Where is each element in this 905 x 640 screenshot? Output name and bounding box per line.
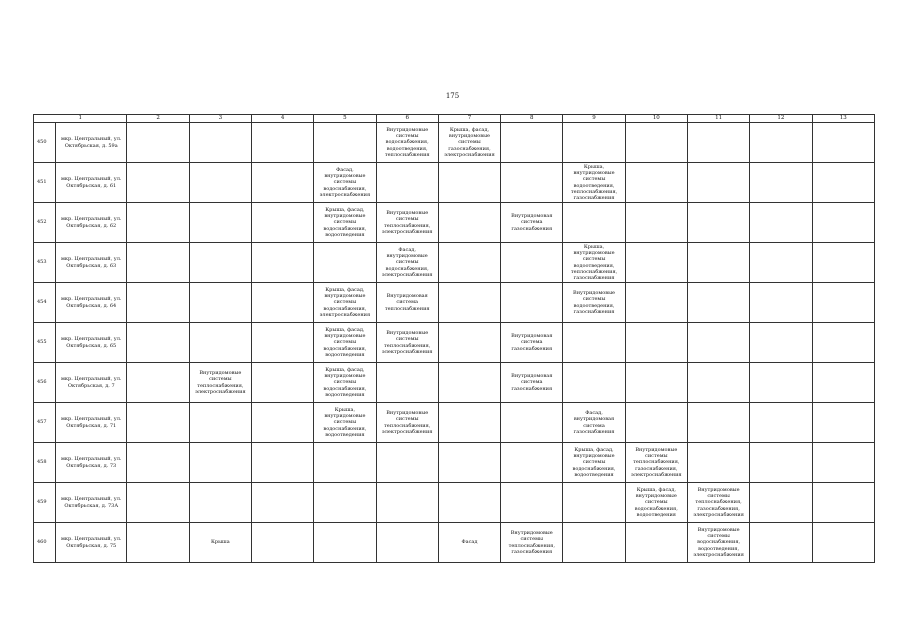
work-cell-col-9 — [563, 123, 625, 163]
row-number: 454 — [34, 283, 56, 323]
row-number: 452 — [34, 203, 56, 243]
row-number: 453 — [34, 243, 56, 283]
work-cell-col-4 — [251, 523, 313, 563]
header-cell: 6 — [376, 115, 438, 123]
work-cell-col-12 — [750, 443, 812, 483]
work-cell-col-8 — [501, 283, 563, 323]
header-cell: 3 — [189, 115, 251, 123]
work-cell-col-12 — [750, 203, 812, 243]
header-cell: 4 — [251, 115, 313, 123]
work-cell-col-10: Крыша, фасад, внутридомовые системы водоснабжения, водоотведения — [625, 483, 687, 523]
work-cell-col-5 — [314, 443, 376, 483]
work-cell-col-4 — [251, 283, 313, 323]
work-cell-col-2 — [127, 243, 189, 283]
work-cell-col-6 — [376, 523, 438, 563]
address-cell: мкр. Центральный, ул. Октябрьская, д. 62 — [56, 203, 127, 243]
work-cell-col-9: Крыша, внутридомовые системы водоотведения, теплоснабжения, газоснабжения — [563, 163, 625, 203]
work-cell-col-7 — [438, 363, 500, 403]
work-cell-col-10 — [625, 243, 687, 283]
header-cell: 10 — [625, 115, 687, 123]
work-cell-col-11 — [687, 323, 749, 363]
work-cell-col-7 — [438, 323, 500, 363]
work-cell-col-13 — [812, 283, 874, 323]
work-cell-col-12 — [750, 243, 812, 283]
work-cell-col-4 — [251, 443, 313, 483]
work-cell-col-3 — [189, 483, 251, 523]
work-cell-col-7 — [438, 243, 500, 283]
work-cell-col-4 — [251, 323, 313, 363]
work-cell-col-11: Внутридомовые системы теплоснабжения, газоснабжения, электроснабжения — [687, 483, 749, 523]
work-cell-col-2 — [127, 403, 189, 443]
row-number: 455 — [34, 323, 56, 363]
work-cell-col-3: Крыша — [189, 523, 251, 563]
work-cell-col-2 — [127, 443, 189, 483]
work-cell-col-5: Крыша, фасад, внутридомовые системы водоснабжения, водоотведения — [314, 323, 376, 363]
work-cell-col-12 — [750, 123, 812, 163]
work-cell-col-3 — [189, 443, 251, 483]
table-row — [34, 323, 875, 363]
work-cell-col-3: Внутридомовые системы теплоснабжения, электроснабжения — [189, 363, 251, 403]
work-cell-col-11: Внутридомовые системы водоснабжения, водоотведения, электроснабжения — [687, 523, 749, 563]
work-cell-col-4 — [251, 203, 313, 243]
work-cell-col-3 — [189, 203, 251, 243]
work-cell-col-4 — [251, 403, 313, 443]
work-cell-col-13 — [812, 163, 874, 203]
work-cell-col-4 — [251, 483, 313, 523]
work-cell-col-6: Внутридомовые системы теплоснабжения, электроснабжения — [376, 203, 438, 243]
header-cell: 2 — [127, 115, 189, 123]
work-cell-col-6 — [376, 363, 438, 403]
work-cell-col-10 — [625, 323, 687, 363]
work-cell-col-11 — [687, 443, 749, 483]
capital-repair-table — [33, 114, 875, 563]
work-cell-col-11 — [687, 163, 749, 203]
work-cell-col-6 — [376, 483, 438, 523]
work-cell-col-8 — [501, 243, 563, 283]
work-cell-col-9: Крыша, внутридомовые системы водоотведения, теплоснабжения, газоснабжения — [563, 243, 625, 283]
table-row — [34, 163, 875, 203]
table-row — [34, 363, 875, 403]
work-cell-col-3 — [189, 323, 251, 363]
work-cell-col-13 — [812, 523, 874, 563]
address-cell: мкр. Центральный, ул. Октябрьская, д. 71 — [56, 403, 127, 443]
work-cell-col-5 — [314, 243, 376, 283]
header-cell: 5 — [314, 115, 376, 123]
work-cell-col-8: Внутридомовая система газоснабжения — [501, 323, 563, 363]
work-cell-col-6: Внутридомовые системы теплоснабжения, электроснабжения — [376, 323, 438, 363]
page-number: 175 — [445, 92, 460, 100]
table-row — [34, 123, 875, 163]
header-cell: 11 — [687, 115, 749, 123]
work-cell-col-9 — [563, 483, 625, 523]
work-cell-col-10 — [625, 363, 687, 403]
header-row — [34, 115, 875, 123]
work-cell-col-2 — [127, 123, 189, 163]
work-cell-col-3 — [189, 283, 251, 323]
work-cell-col-10 — [625, 163, 687, 203]
work-cell-col-12 — [750, 523, 812, 563]
work-cell-col-11 — [687, 403, 749, 443]
work-cell-col-7 — [438, 283, 500, 323]
work-cell-col-5 — [314, 523, 376, 563]
work-cell-col-7 — [438, 203, 500, 243]
row-number: 451 — [34, 163, 56, 203]
work-cell-col-12 — [750, 483, 812, 523]
work-cell-col-8: Внутридомовая система газоснабжения — [501, 203, 563, 243]
work-cell-col-9 — [563, 203, 625, 243]
work-cell-col-13 — [812, 403, 874, 443]
work-cell-col-8 — [501, 483, 563, 523]
work-cell-col-10 — [625, 203, 687, 243]
work-cell-col-7 — [438, 483, 500, 523]
work-cell-col-12 — [750, 403, 812, 443]
work-cell-col-12 — [750, 163, 812, 203]
address-cell: мкр. Центральный, ул. Октябрьская, д. 59а — [56, 123, 127, 163]
row-number: 459 — [34, 483, 56, 523]
work-cell-col-10 — [625, 403, 687, 443]
work-cell-col-6: Внутридомовые системы теплоснабжения, электроснабжения — [376, 403, 438, 443]
table-row — [34, 403, 875, 443]
work-cell-col-13 — [812, 123, 874, 163]
work-cell-col-5 — [314, 123, 376, 163]
work-cell-col-2 — [127, 283, 189, 323]
work-cell-col-6 — [376, 443, 438, 483]
work-cell-col-2 — [127, 483, 189, 523]
work-cell-col-9: Крыша, фасад, внутридомовые системы водоснабжения, водоотведения — [563, 443, 625, 483]
work-cell-col-13 — [812, 443, 874, 483]
work-cell-col-11 — [687, 363, 749, 403]
work-cell-col-13 — [812, 483, 874, 523]
work-cell-col-5: Фасад, внутридомовые системы водоснабжения, электроснабжения — [314, 163, 376, 203]
work-cell-col-10 — [625, 523, 687, 563]
work-cell-col-5: Крыша, фасад, внутридомовые системы водоснабжения, водоотведения — [314, 203, 376, 243]
work-cell-col-7 — [438, 163, 500, 203]
row-number: 460 — [34, 523, 56, 563]
work-cell-col-6 — [376, 163, 438, 203]
work-cell-col-8 — [501, 403, 563, 443]
header-cell: 13 — [812, 115, 874, 123]
address-cell: мкр. Центральный, ул. Октябрьская, д. 64 — [56, 283, 127, 323]
work-cell-col-4 — [251, 123, 313, 163]
work-cell-col-4 — [251, 243, 313, 283]
row-number: 457 — [34, 403, 56, 443]
address-cell: мкр. Центральный, ул. Октябрьская, д. 7 — [56, 363, 127, 403]
table-row — [34, 283, 875, 323]
work-cell-col-7: Фасад — [438, 523, 500, 563]
work-cell-col-12 — [750, 363, 812, 403]
work-cell-col-10: Внутридомовые системы теплоснабжения, газоснабжения, электроснабжения — [625, 443, 687, 483]
work-cell-col-8: Внутридомовая система газоснабжения — [501, 363, 563, 403]
work-cell-col-13 — [812, 323, 874, 363]
row-number: 450 — [34, 123, 56, 163]
work-cell-col-6: Внутридомовые системы водоснабжения, водоотведения, теплоснабжения — [376, 123, 438, 163]
work-cell-col-3 — [189, 243, 251, 283]
work-cell-col-4 — [251, 163, 313, 203]
work-cell-col-6: Фасад, внутридомовые системы водоснабжения, электроснабжения — [376, 243, 438, 283]
header-cell: 7 — [438, 115, 500, 123]
table-row — [34, 483, 875, 523]
work-cell-col-8 — [501, 443, 563, 483]
row-number: 458 — [34, 443, 56, 483]
address-cell: мкр. Центральный, ул. Октябрьская, д. 73 — [56, 443, 127, 483]
header-cell: 1 — [34, 115, 127, 123]
work-cell-col-9 — [563, 523, 625, 563]
table-row — [34, 443, 875, 483]
work-cell-col-7 — [438, 403, 500, 443]
work-cell-col-13 — [812, 363, 874, 403]
work-cell-col-5 — [314, 483, 376, 523]
work-cell-col-13 — [812, 203, 874, 243]
work-cell-col-2 — [127, 523, 189, 563]
table-row — [34, 523, 875, 563]
work-cell-col-7: Крыша, фасад, внутридомовые системы газоснабжения, электроснабжения — [438, 123, 500, 163]
work-cell-col-11 — [687, 243, 749, 283]
work-cell-col-9 — [563, 323, 625, 363]
work-cell-col-8: Внутридомовые системы теплоснабжения, газоснабжения — [501, 523, 563, 563]
work-cell-col-9 — [563, 363, 625, 403]
work-cell-col-5: Крыша, фасад, внутридомовые системы водоснабжения, водоотведения — [314, 363, 376, 403]
work-cell-col-11 — [687, 283, 749, 323]
work-cell-col-12 — [750, 323, 812, 363]
header-cell: 9 — [563, 115, 625, 123]
work-cell-col-3 — [189, 123, 251, 163]
work-cell-col-11 — [687, 123, 749, 163]
address-cell: мкр. Центральный, ул. Октябрьская, д. 65 — [56, 323, 127, 363]
work-cell-col-10 — [625, 283, 687, 323]
work-cell-col-9: Фасад, внутридомовая система газоснабжения — [563, 403, 625, 443]
table-row — [34, 243, 875, 283]
address-cell: мкр. Центральный, ул. Октябрьская, д. 73А — [56, 483, 127, 523]
table-row — [34, 203, 875, 243]
work-cell-col-9: Внутридомовые системы водоотведения, газоснабжения — [563, 283, 625, 323]
work-cell-col-6: Внутридомовая система теплоснабжения — [376, 283, 438, 323]
address-cell: мкр. Центральный, ул. Октябрьская, д. 75 — [56, 523, 127, 563]
work-cell-col-10 — [625, 123, 687, 163]
work-cell-col-3 — [189, 163, 251, 203]
work-cell-col-2 — [127, 363, 189, 403]
work-cell-col-2 — [127, 203, 189, 243]
work-cell-col-2 — [127, 323, 189, 363]
work-cell-col-7 — [438, 443, 500, 483]
work-cell-col-13 — [812, 243, 874, 283]
address-cell: мкр. Центральный, ул. Октябрьская, д. 61 — [56, 163, 127, 203]
header-cell: 8 — [501, 115, 563, 123]
row-number: 456 — [34, 363, 56, 403]
work-cell-col-2 — [127, 163, 189, 203]
work-cell-col-5: Крыша, внутридомовые системы водоснабжения, водоотведения — [314, 403, 376, 443]
work-cell-col-5: Крыша, фасад, внутридомовые системы водоснабжения, электроснабжения — [314, 283, 376, 323]
work-cell-col-8 — [501, 163, 563, 203]
header-cell: 12 — [750, 115, 812, 123]
work-cell-col-4 — [251, 363, 313, 403]
work-cell-col-3 — [189, 403, 251, 443]
work-cell-col-12 — [750, 283, 812, 323]
work-cell-col-8 — [501, 123, 563, 163]
work-cell-col-11 — [687, 203, 749, 243]
address-cell: мкр. Центральный, ул. Октябрьская, д. 63 — [56, 243, 127, 283]
